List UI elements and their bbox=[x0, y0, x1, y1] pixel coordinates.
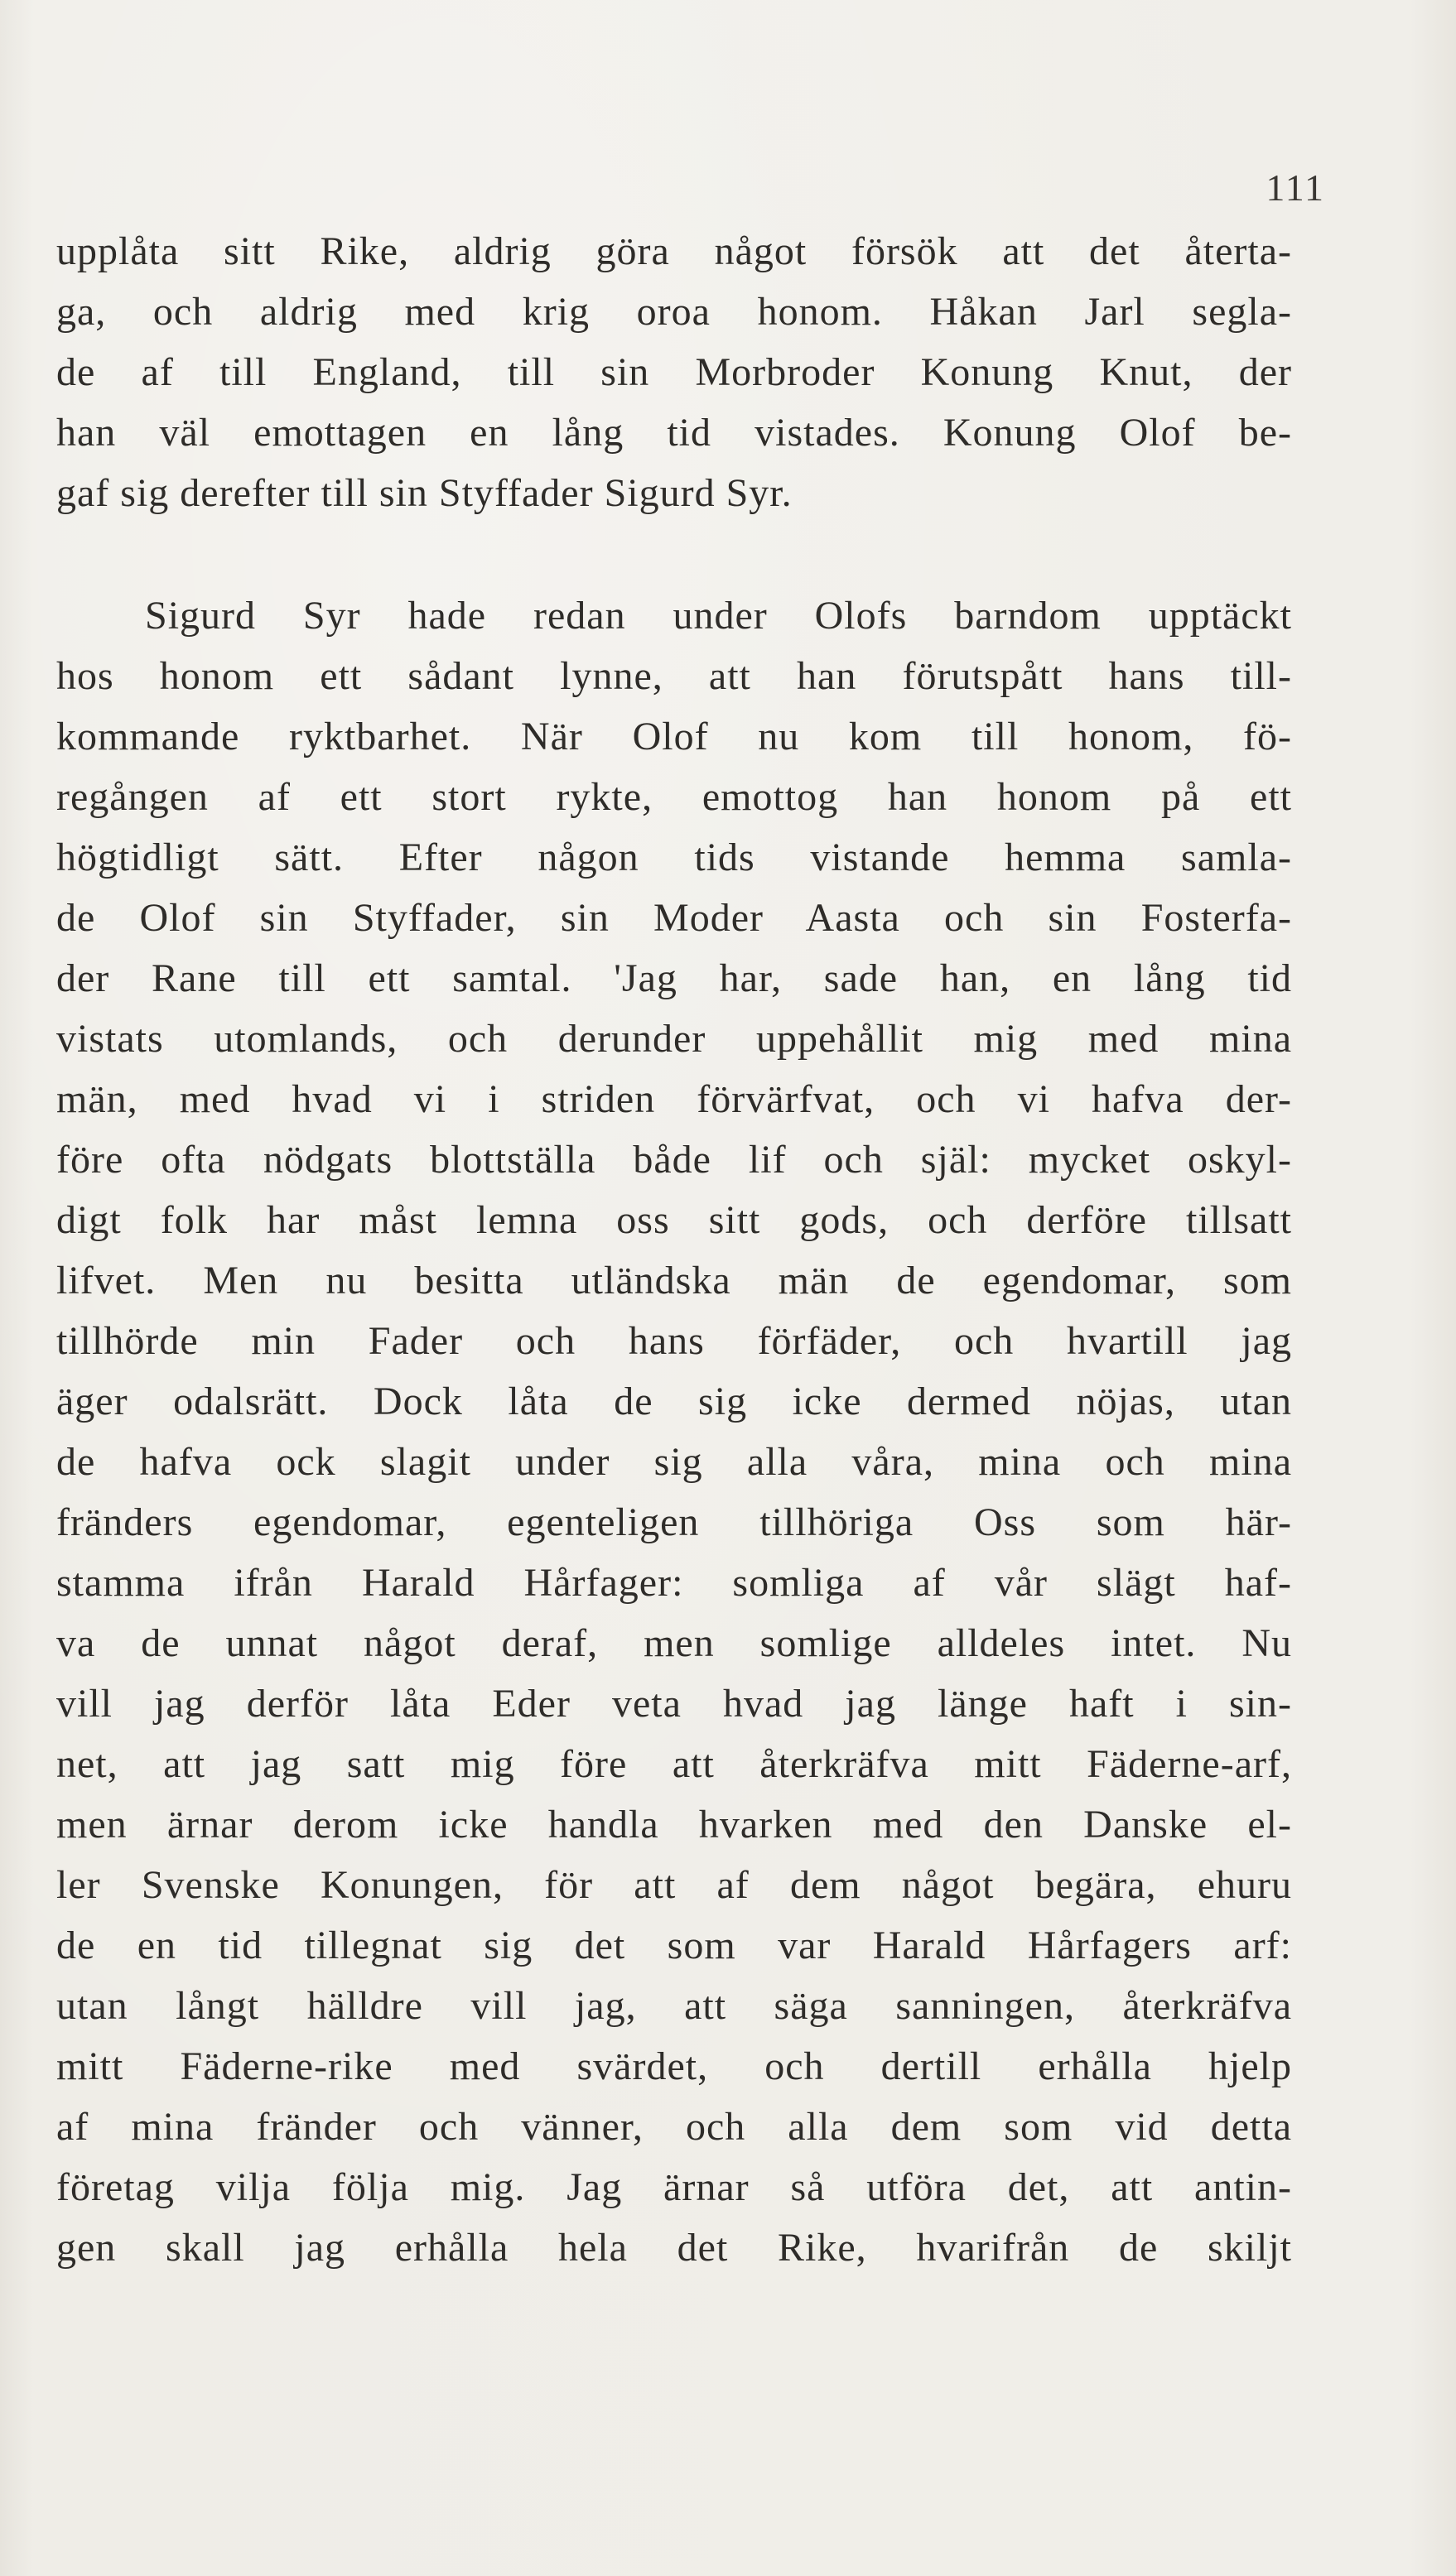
text-line: lifvet. Men nu besitta utländska män de egendomar, som bbox=[56, 1259, 1292, 1302]
text-line: de af till England, till sin Morbroder Konung Knut, der bbox=[56, 350, 1292, 394]
text-line: mitt Fäderne-rike med svärdet, och dertill erhålla hjelp bbox=[56, 2044, 1292, 2088]
text-line: digt folk har måst lemna oss sitt gods, och derföre tillsatt bbox=[56, 1198, 1292, 1242]
text-line: företag vilja följa mig. Jag ärnar så utföra det, att antin- bbox=[56, 2165, 1292, 2209]
body-text bbox=[0, 222, 1456, 2540]
text-line: ler Svenske Konungen, för att af dem något begära, ehuru bbox=[56, 1863, 1292, 1907]
text-line: gen skall jag erhålla hela det Rike, hvarifrån de skiljt bbox=[56, 2226, 1292, 2270]
page-number: 111 bbox=[1266, 166, 1325, 209]
text-line: vistats utomlands, och derunder uppehållit mig med mina bbox=[56, 1017, 1292, 1061]
text-line: äger odalsrätt. Dock låta de sig icke dermed nöjas, utan bbox=[56, 1379, 1292, 1423]
text-line: tillhörde min Fader och hans förfäder, och hvartill jag bbox=[56, 1319, 1292, 1363]
text-line: fränders egendomar, egenteligen tillhöriga Oss som här- bbox=[56, 1500, 1292, 1544]
text-line: upplåta sitt Rike, aldrig göra något försök att det återta- bbox=[56, 229, 1292, 273]
text-line: män, med hvad vi i striden förvärfvat, och vi hafva der- bbox=[56, 1077, 1292, 1121]
text-line: gaf sig derefter till sin Styffader Sigurd Syr. bbox=[56, 471, 793, 515]
text-line: der Rane till ett samtal. 'Jag har, sade han, en lång tid bbox=[56, 956, 1292, 1000]
text-line: utan långt hälldre vill jag, att säga sanningen, återkräfva bbox=[56, 1984, 1292, 2028]
text-line: ga, och aldrig med krig oroa honom. Håkan Jarl segla- bbox=[56, 290, 1292, 334]
text-line: före ofta nödgats blottställa både lif och själ: mycket oskyl- bbox=[56, 1138, 1292, 1182]
text-line: de Olof sin Styffader, sin Moder Aasta och sin Fosterfa- bbox=[56, 896, 1292, 940]
text-line: högtidligt sätt. Efter någon tids vistande hemma samla- bbox=[56, 835, 1292, 879]
text-line: de en tid tillegnat sig det som var Harald Hårfagers arf: bbox=[56, 1924, 1292, 1967]
text-line: kommande ryktbarhet. När Olof nu kom till honom, fö- bbox=[56, 715, 1292, 758]
text-line: hos honom ett sådant lynne, att han förutspått hans till- bbox=[56, 654, 1292, 698]
text-line: va de unnat något deraf, men somlige alldeles intet. Nu bbox=[56, 1621, 1292, 1665]
text-line: net, att jag satt mig före att återkräfva mitt Fäderne-arf, bbox=[56, 1742, 1292, 1786]
text-line: vill jag derför låta Eder veta hvad jag länge haft i sin- bbox=[56, 1682, 1292, 1726]
text-line: af mina fränder och vänner, och alla dem som vid detta bbox=[56, 2105, 1292, 2149]
text-line: men ärnar derom icke handla hvarken med den Danske el- bbox=[56, 1803, 1292, 1847]
text-line: de hafva ock slagit under sig alla våra, mina och mina bbox=[56, 1440, 1292, 1484]
text-line: Sigurd Syr hade redan under Olofs barndom upptäckt bbox=[145, 594, 1292, 638]
text-line: regången af ett stort rykte, emottog han honom på ett bbox=[56, 775, 1292, 819]
text-line: han väl emottagen en lång tid vistades. Konung Olof be- bbox=[56, 411, 1292, 455]
text-line: stamma ifrån Harald Hårfager: somliga af vår slägt haf- bbox=[56, 1561, 1292, 1605]
